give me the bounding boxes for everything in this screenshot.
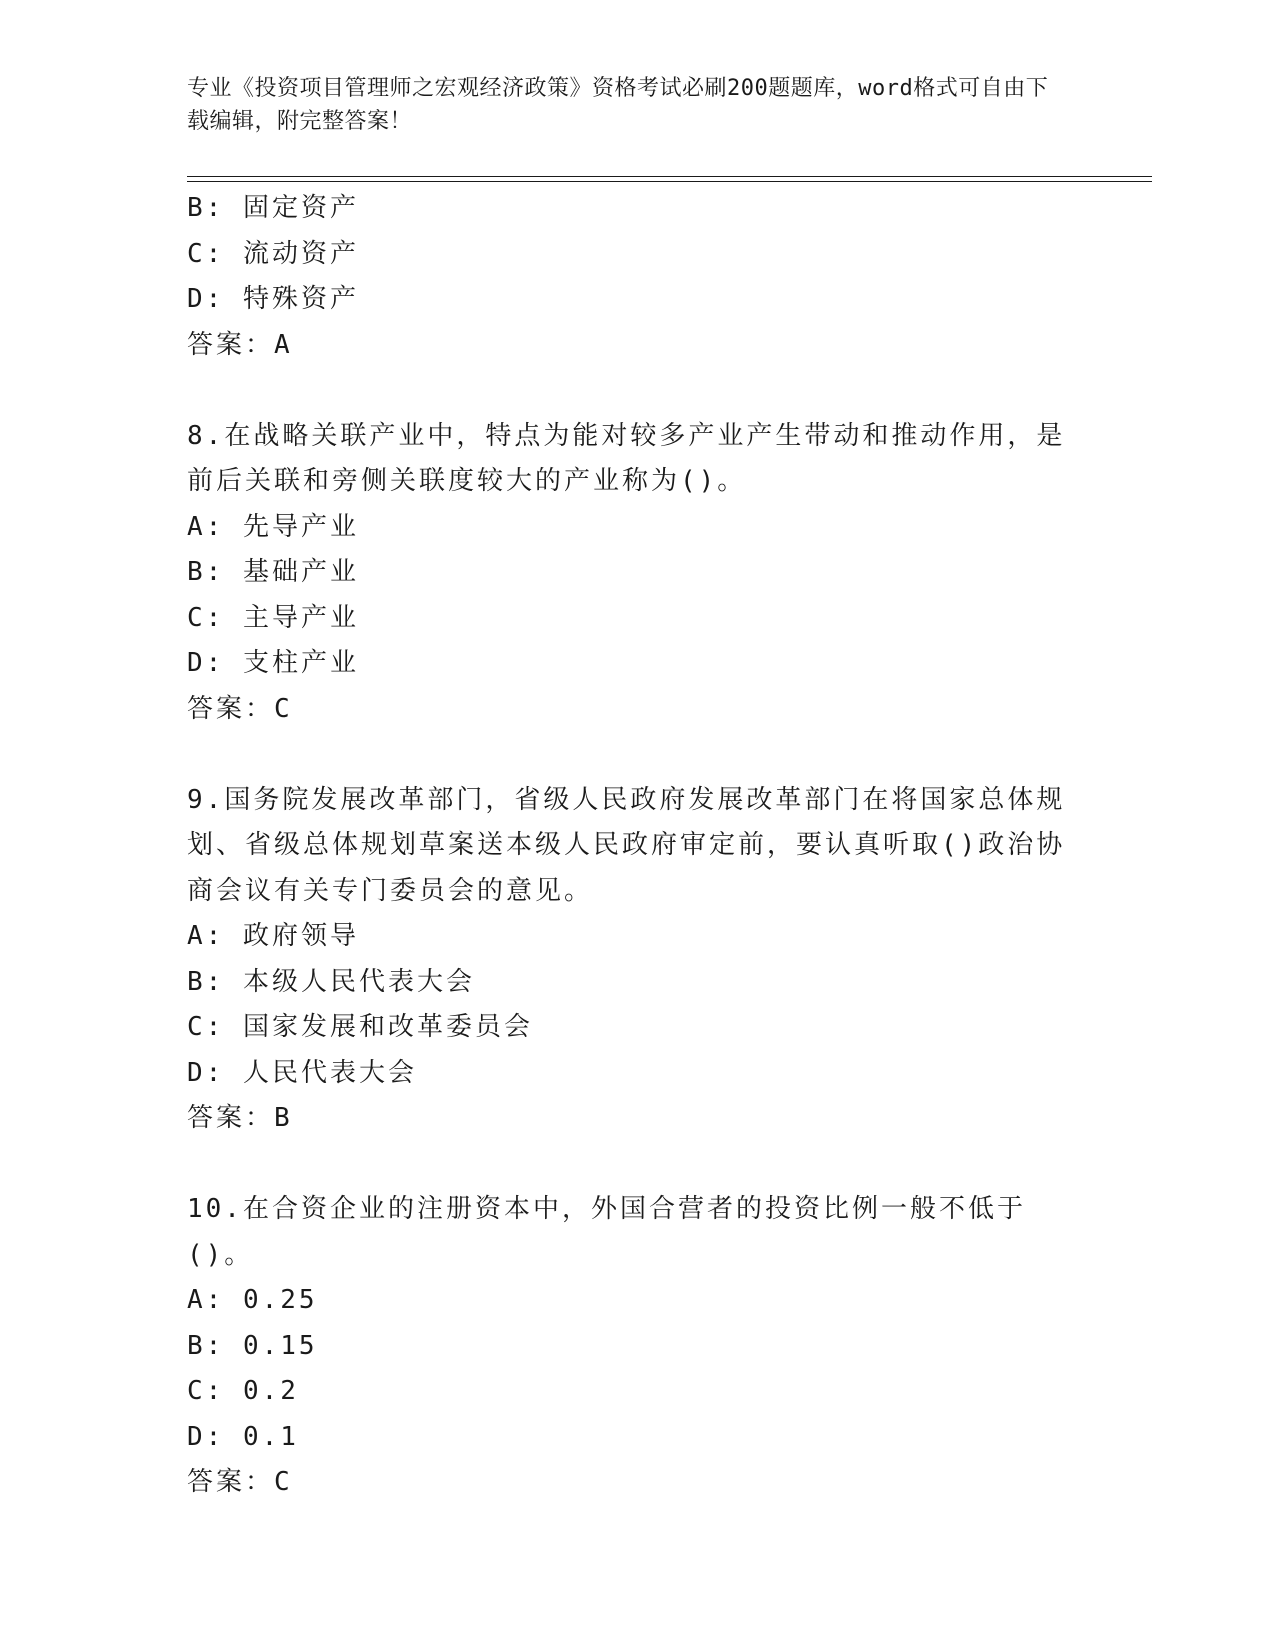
- answer-line: 答案：C: [187, 1467, 293, 1497]
- option-d: D: 人民代表大会: [187, 1057, 417, 1088]
- question-9: [187, 778, 1087, 1142]
- question-text: 9.国务院发展改革部门，省级人民政府发展改革部门在将国家总体规划、省级总体规划草案送本级人民政府审定前，要认真听取()政治协商会议有关专门委员会的意见。: [187, 784, 1066, 906]
- option-d: D: 特殊资产: [187, 284, 359, 314]
- answer-line: 答案：B: [187, 1103, 293, 1133]
- option-a: A: 0.25: [187, 1285, 318, 1315]
- question-text: 10.在合资企业的注册资本中，外国合营者的投资比例一般不低于()。: [187, 1194, 1026, 1270]
- option-c: C: 流动资产: [187, 238, 359, 269]
- option-b: B: 基础产业: [187, 557, 359, 587]
- option-c: C: 0.2: [187, 1376, 299, 1406]
- option-b: B: 本级人民代表大会: [187, 966, 475, 997]
- option-c: C: 主导产业: [187, 602, 359, 633]
- option-d: D: 支柱产业: [187, 648, 359, 678]
- question-10: [187, 1187, 1087, 1506]
- page-header: 专业《投资项目管理师之宏观经济政策》资格考试必刷200题题库，word格式可自由下载编辑，附完整答案！: [187, 76, 1049, 134]
- option-c: C: 国家发展和改革委员会: [187, 1012, 533, 1042]
- header-rule-top: [187, 176, 1152, 177]
- option-a: A: 先导产业: [187, 511, 359, 542]
- question-text: 8.在战略关联产业中，特点为能对较多产业产生带动和推动作用，是前后关联和旁侧关联度较大的产业称为()。: [187, 420, 1066, 496]
- option-b: B: 固定资产: [187, 193, 359, 223]
- option-b: B: 0.15: [187, 1330, 318, 1361]
- header-rule-bottom: [187, 181, 1152, 182]
- option-a: A: 政府领导: [187, 921, 359, 951]
- answer-line: 答案：C: [187, 693, 293, 724]
- question-list: [187, 186, 1087, 1506]
- option-d: D: 0.1: [187, 1421, 299, 1452]
- question-7-continued: [187, 186, 1087, 368]
- question-8: [187, 414, 1087, 733]
- answer-line: 答案：A: [187, 329, 293, 360]
